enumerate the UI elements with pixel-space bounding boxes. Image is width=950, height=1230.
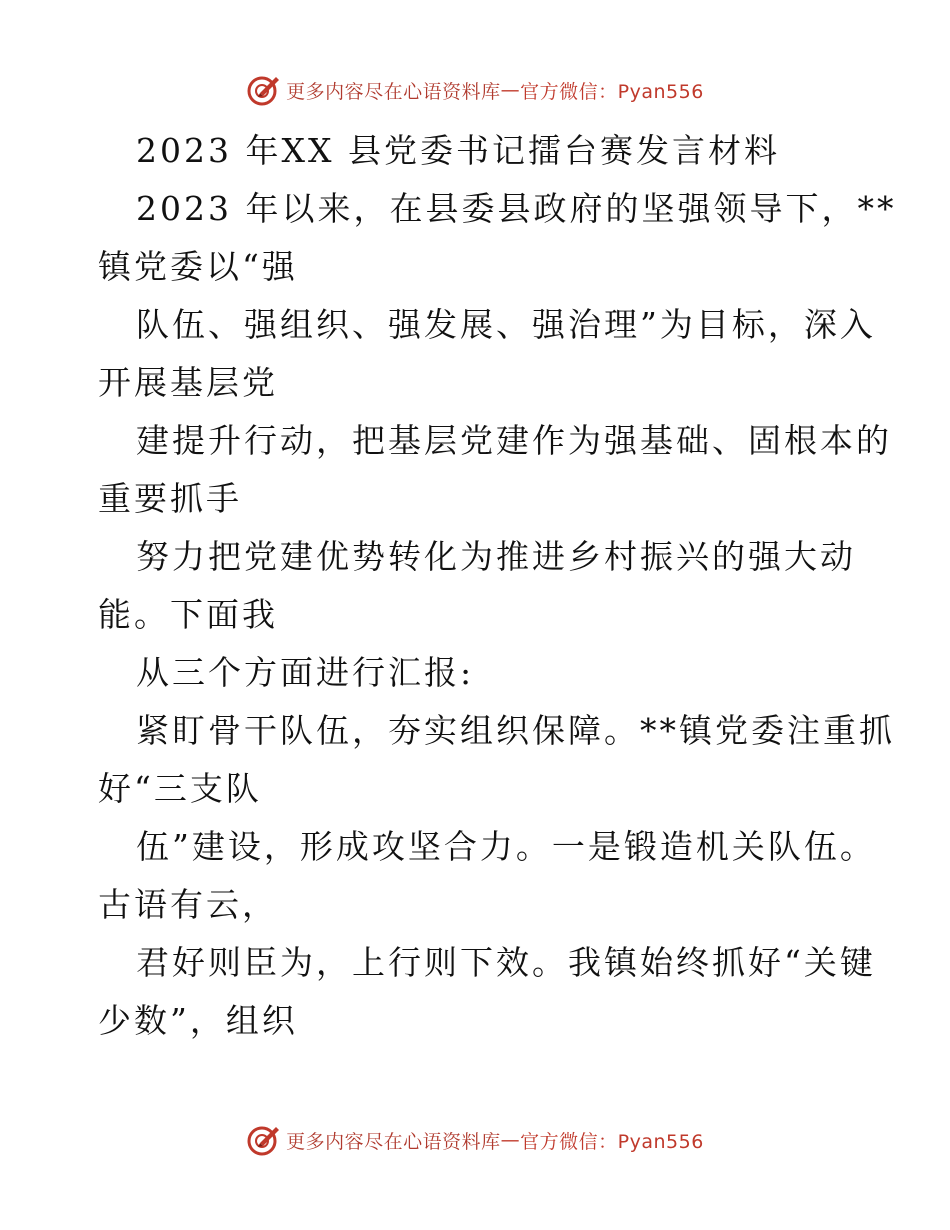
document-line: 建提升行动，把基层党建作为强基础、固根本的 [136,421,892,460]
document-line: 从三个方面进行汇报: [136,653,475,692]
document-line: 努力把党建优势转化为推进乡村振兴的强大动 [136,537,856,576]
banner-promo-text: 更多内容尽在心语资料库 [286,1130,501,1153]
banner-wechat-text: 官方微信：Pyan556 [520,80,704,103]
banner-separator: — [500,1129,521,1151]
document-line: 少数”，组织 [98,1001,298,1040]
pen-logo-icon [246,72,282,108]
document-title: 2023 年XX 县党委书记擂台赛发言材料 [136,131,780,170]
pen-logo-icon [246,1122,282,1158]
document-line: 伍”建设，形成攻坚合力。一是锻造机关队伍。 [136,827,876,866]
footer-banner [0,1122,950,1158]
document-line: 2023 年以来，在县委县政府的坚强领导下，** [136,189,897,228]
document-line: 镇党委以“强 [98,247,298,286]
document-line: 队伍、强组织、强发展、强治理”为目标，深入 [136,305,876,344]
document-line: 君好则臣为，上行则下效。我镇始终抓好“关键 [136,943,876,982]
banner-separator: — [500,79,521,101]
header-banner [0,72,950,108]
banner-wechat-text: 官方微信：Pyan556 [520,1130,704,1153]
document-line: 开展基层党 [98,363,278,402]
document-line: 能。下面我 [98,595,278,634]
banner-promo-text: 更多内容尽在心语资料库 [286,80,501,103]
document-body [98,122,897,1050]
document-line: 古语有云， [98,885,278,924]
document-line: 紧盯骨干队伍，夯实组织保障。**镇党委注重抓 [136,711,895,750]
document-line: 好“三支队 [98,769,262,808]
document-line: 重要抓手 [98,479,242,518]
